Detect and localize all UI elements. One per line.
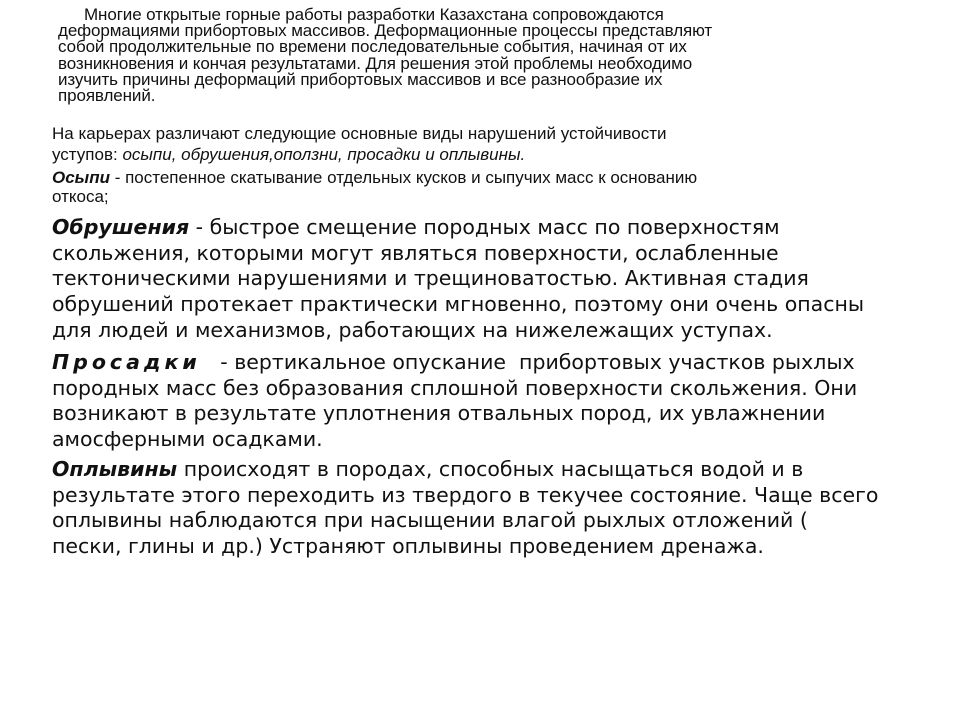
intro-line: возникновения и кончая результатами. Для решения этой проблемы необходимо bbox=[58, 53, 693, 73]
obrusheniya-paragraph bbox=[52, 215, 922, 344]
oplyviny-line: пески, глины и др.) Устраняют оплывины проведением дренажа. bbox=[52, 534, 764, 559]
types-paragraph bbox=[52, 123, 902, 165]
obrusheniya-term: Обрушения bbox=[52, 215, 190, 239]
intro-line: собой продолжительные по времени последовательные события, начиная от их bbox=[58, 37, 687, 57]
intro-line: проявлений. bbox=[58, 86, 156, 106]
oplyviny-line: оплывины наблюдаются при насыщении влагой рыхлых отложений ( bbox=[52, 508, 808, 533]
obrusheniya-line: обрушений протекает практически мгновенно, поэтому они очень опасны bbox=[52, 292, 865, 317]
intro-line: Многие открытые горные работы разработки Казахстана сопровождаются bbox=[84, 5, 664, 24]
prosadki-line: амосферными осадками. bbox=[52, 427, 323, 452]
osypi-text: откоса; bbox=[52, 187, 109, 206]
oplyviny-line: происходят в породах, способных насыщаться водой и в bbox=[177, 457, 804, 481]
prosadki-line: возникают в результате уплотнения отвальных пород, их увлажнении bbox=[52, 401, 826, 426]
osypi-paragraph bbox=[52, 168, 902, 206]
prosadki-paragraph bbox=[52, 350, 922, 453]
intro-paragraph bbox=[58, 7, 908, 104]
intro-line: изучить причины деформаций прибортовых массивов и все разнообразие их bbox=[58, 69, 663, 89]
obrusheniya-line: для людей и механизмов, работающих на нижележащих уступах. bbox=[52, 317, 773, 342]
oplyviny-term: Оплывины bbox=[52, 457, 178, 481]
osypi-term: Осыпи bbox=[52, 168, 110, 187]
obrusheniya-line: скольжения, которыми могут являться поверхности, ослабленные bbox=[52, 240, 779, 265]
osypi-text: - постепенное скатывание отдельных кусков и сыпучих масс к основанию bbox=[109, 168, 698, 187]
types-list: осыпи, обрушения,оползни, просадки и оплывины. bbox=[122, 145, 526, 164]
oplyviny-paragraph bbox=[52, 457, 922, 560]
oplyviny-line: результате этого переходить из твердого в текучее состояние. Чаще всего bbox=[52, 482, 879, 507]
prosadki-term: Просадки bbox=[52, 350, 201, 374]
obrusheniya-line: тектоническими нарушениями и трещиноватостью. Активная стадия bbox=[52, 266, 809, 291]
obrusheniya-line: - быстрое смещение породных масс по поверхностям bbox=[189, 215, 780, 239]
prosadki-line: породных масс без образования сплошной поверхности скольжения. Они bbox=[52, 375, 858, 400]
types-line: На карьерах различают следующие основные виды нарушений устойчивости bbox=[52, 124, 667, 143]
prosadki-line: - вертикальное опускание прибортовых участков рыхлых bbox=[200, 350, 855, 374]
types-line-prefix: уступов: bbox=[52, 145, 123, 164]
intro-line: деформациями прибортовых массивов. Деформационные процессы представляют bbox=[58, 21, 713, 41]
